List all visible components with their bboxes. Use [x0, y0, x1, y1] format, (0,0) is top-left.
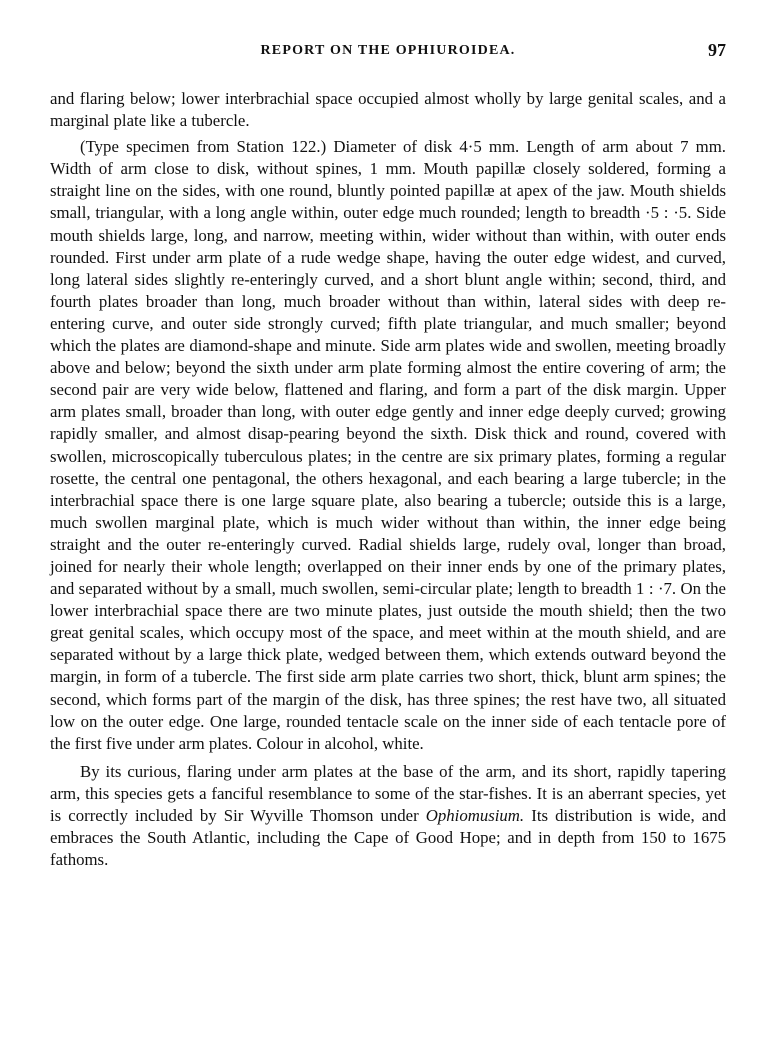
- page-header: [50, 40, 726, 64]
- remarks-text-before: By its curious, flaring under arm plates at the base of the arm, and its short, rapidly tapering arm, this species gets a fanciful resemblance to some of the star-fishes. It is an aberrant species, yet is correctly included by Sir Wyville Thomson under: [50, 761, 726, 825]
- paragraph-type-specimen-description: (Type specimen from Station 122.) Diameter of disk 4·5 mm. Length of arm about 7 mm. Width of arm close to disk, without spines, 1 mm. Mouth papillæ closely soldered, forming a straight line on the sides, with one round, bluntly pointed papillæ at apex of the jaw. Mouth shields small, triangular, with a long angle within, outer edge much rounded; length to breadth ·5 : ·5. Side mouth shields large, long, and narrow, meeting within, wider without than within, with outer ends rounded. First under arm plate of a rude wedge shape, having the outer edge widest, and curved, long lateral sides slightly re-enteringly curved, and a short blunt angle within; second, third, and fourth plates broader than long, much broader without than within, lateral sides with deep re-entering curve, and outer side strongly curved; fifth plate triangular, and much smaller; beyond which the plates are diamond-shape and minute. Side arm plates wide and swollen, meeting broadly above and below; beyond the sixth under arm plate forming almost the entire covering of arm; the second pair are very wide below, flattened and flaring, and form a part of the disk margin. Upper arm plates small, broader than long, with outer edge gently and inner edge deeply curved; growing rapidly smaller, and almost disap-pearing beyond the sixth. Disk thick and round, covered with swollen, microscopically tuberculous plates; in the centre are six primary plates, forming a regular rosette, the central one pentagonal, the others hexagonal, and each bearing a large tubercle; in the interbrachial space there is one large square plate, also bearing a tubercle; outside this is a large, much swollen marginal plate, which is much wider without than within, the inner edge being straight and the outer re-enteringly curved. Radial shields large, rudely oval, longer than broad, joined for nearly their whole length; overlapped on their inner ends by one of the primary plates, and separated without by a small, much swollen, semi-circular plate; length to breadth 1 : ·7. On the lower interbrachial space there are two minute plates, just outside the mouth shield; then the two great genital scales, which occupy most of the space, and meet within at the mouth shield, and are separated without by a large thick plate, wedged between them, which extends outward beyond the margin, in form of a tubercle. The first side arm plate carries two short, thick, blunt arm spines; the second, which forms part of the margin of the disk, has three spines; the rest have two, all situated low on the outer edge. One large, rounded tentacle scale on the inner side of each tentacle pore of the first five under arm plates. Colour in alcohol, white.: [50, 137, 726, 753]
- remarks-text-after: Its distribution is wide, and embraces the South Atlantic, including the Cape of Good Hope; and in depth from 150 to 1675 fathoms.: [50, 806, 727, 870]
- page-number: 97: [708, 40, 726, 60]
- running-title: REPORT ON THE OPHIUROIDEA.: [260, 43, 516, 58]
- document-page: [50, 40, 726, 871]
- genus-name-italic: Ophiomusium.: [425, 806, 525, 825]
- paragraph-continuation: and flaring below; lower interbrachial space occupied almost wholly by large genital scales, and a marginal plate like a tubercle.: [50, 89, 726, 131]
- paragraph-remarks: [50, 761, 726, 871]
